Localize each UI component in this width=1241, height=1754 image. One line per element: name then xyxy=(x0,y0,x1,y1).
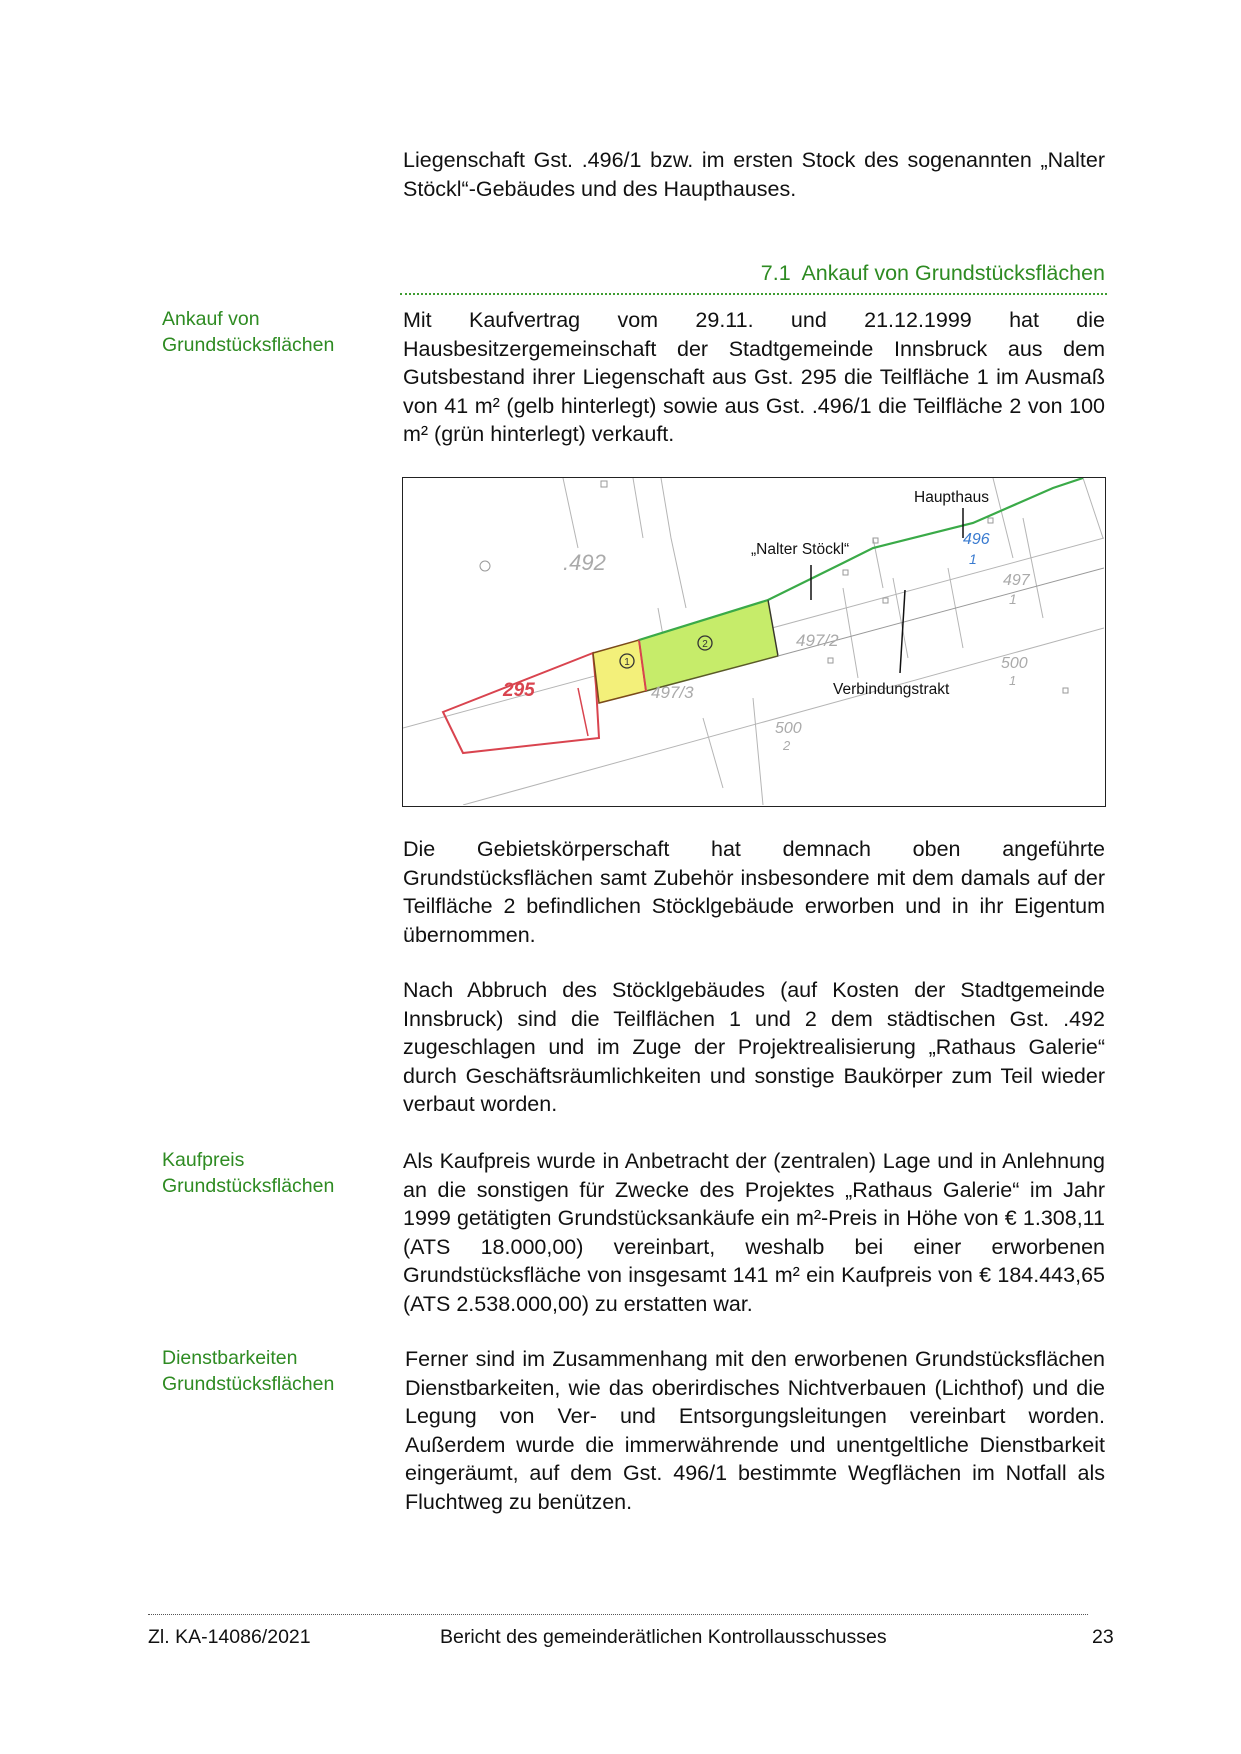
section-number: 7.1 xyxy=(760,261,791,285)
abbruch-paragraph: Nach Abbruch des Stöcklgebäudes (auf Kosten der Stadtgemeinde Innsbruck) sind die Teilflächen 1 und 2 dem städtischen Gst. .492 zugeschlagen und im Zuge der Projektrealisierung „Rathaus Galerie“ durch Geschäftsräumlichkeiten und sonstige Baukörper zum Teil wieder verbaut worden. xyxy=(403,978,1105,1116)
footer-divider xyxy=(148,1614,1088,1615)
kaufvertrag-paragraph: Mit Kaufvertrag vom 29.11. und 21.12.1999 hat die Hausbesitzergemeinschaft der Stadtgemeinde Innsbruck aus dem Gutsbestand ihrer Liegenschaft aus Gst. 295 die Teilfläche 1 im Ausmaß von 41 m² (gelb hinterlegt) sowie aus Gst. .496/1 die Teilfläche 2 von 100 m² (grün hinterlegt) verkauft. xyxy=(403,308,1105,446)
parcel-500-1-label-top: 500 xyxy=(1001,655,1028,672)
parcel-497-3-label: 497/3 xyxy=(651,683,694,702)
parcel-295-label: 295 xyxy=(503,680,535,701)
parcel-496-boundary xyxy=(639,478,1083,640)
footer-reference: Zl. KA-14086/2021 xyxy=(148,1626,311,1648)
parcel-496-label-bottom: 1 xyxy=(969,551,977,567)
margin-note-line: Ankauf von xyxy=(162,308,260,330)
margin-note-kaufpreis xyxy=(162,1148,382,1199)
margin-note-line: Kaufpreis xyxy=(162,1149,245,1171)
margin-note-line: Dienstbarkeiten xyxy=(162,1347,298,1369)
parcel-492-label: .492 xyxy=(563,550,606,575)
section-heading xyxy=(403,259,1105,287)
margin-note-line: Grundstücksflächen xyxy=(162,333,335,356)
area-2-number: 2 xyxy=(702,639,708,650)
parcel-295-outline xyxy=(443,653,599,753)
margin-note-dienstbarkeiten xyxy=(162,1346,382,1397)
margin-note-line: Grundstücksflächen xyxy=(162,1372,335,1395)
parcel-500-2-label-top: 500 xyxy=(775,720,802,737)
margin-note-line: Grundstücksflächen xyxy=(162,1174,335,1197)
parcel-497-label-bottom: 1 xyxy=(1009,591,1017,607)
teilflaeche-2-green xyxy=(639,600,778,691)
page-number: 23 xyxy=(1092,1626,1114,1648)
area-1-number: 1 xyxy=(624,657,630,668)
parcel-497-2-label: 497/2 xyxy=(796,631,839,650)
section-title: Ankauf von Grundstücksflächen xyxy=(801,261,1105,285)
label-haupthaus: Haupthaus xyxy=(914,489,989,506)
kaufpreis-paragraph: Als Kaufpreis wurde in Anbetracht der (zentralen) Lage und in Anlehnung an die sonstigen für Zwecke des Projektes „Rathaus Galerie“ im Jahr 1999 getätigten Grundstücksankäufe ein m²-Preis in Höhe von € 1.308,11 (ATS 18.000,00) vereinbart, weshalb bei einer erworbenen Grundstücksfläche von insgesamt 141 m² ein Kaufpreis von € 184.443,65 (ATS 2.538.000,00) zu erstatten war. xyxy=(403,1149,1105,1316)
teilflaeche-1-yellow xyxy=(593,640,646,703)
parcel-496-label-top: 496 xyxy=(963,531,990,548)
dienstbarkeiten-paragraph: Ferner sind im Zusammenhang mit den erworbenen Grundstücksflächen Dienstbarkeiten, wie das oberirdisches Nichtverbauen (Lichthof) und die Legung von Ver- und Entsorgungsleitungen vereinbart worden. Außerdem wurde die immerwährende und unentgeltliche Dienstbarkeit eingeräumt, auf dem Gst. 496/1 bestimmte Wegflächen im Notfall als Fluchtweg zu benützen. xyxy=(405,1347,1105,1514)
margin-note-ankauf xyxy=(162,307,382,358)
footer-report-title: Bericht des gemeinderätlichen Kontrollausschusses xyxy=(440,1626,887,1648)
parcel-497-label-top: 497 xyxy=(1003,572,1030,589)
cadastral-map xyxy=(402,477,1106,807)
intro-paragraph: Liegenschaft Gst. .496/1 bzw. im ersten Stock des sogenannten „Nalter Stöckl“-Gebäudes und des Haupthauses. xyxy=(403,148,1105,201)
section-divider xyxy=(400,293,1107,295)
parcel-500-2-label-bottom: 2 xyxy=(783,738,791,753)
label-verbindungstrakt: Verbindungstrakt xyxy=(833,681,950,698)
parcel-500-1-label-bottom: 1 xyxy=(1009,673,1017,688)
erwerb-paragraph: Die Gebietskörperschaft hat demnach oben angeführte Grundstücksflächen samt Zubehör insbesondere mit dem damals auf der Teilfläche 2 befindlichen Stöcklgebäude erworben und in ihr Eigentum übernommen. xyxy=(403,837,1105,947)
label-nalter-stoeckl: „Nalter Stöckl“ xyxy=(751,541,850,558)
